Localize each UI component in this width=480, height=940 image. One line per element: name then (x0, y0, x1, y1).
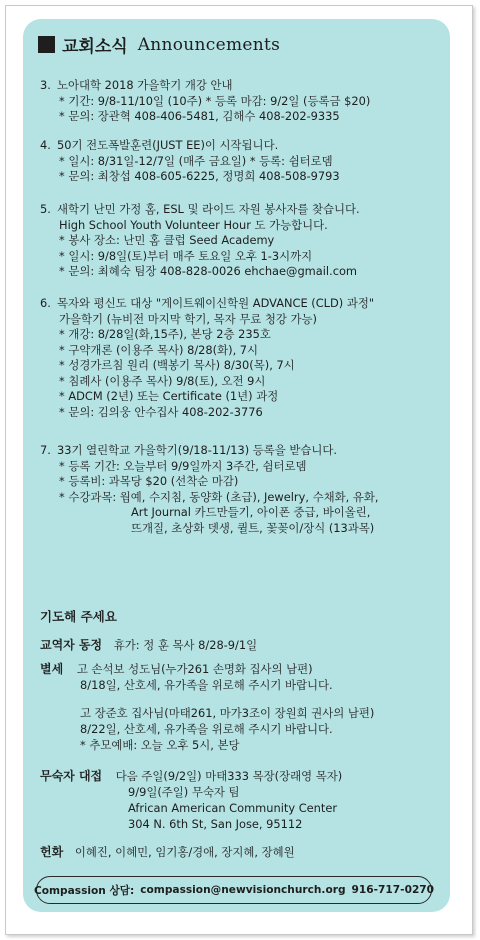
item-number: 5. (40, 202, 51, 216)
announcement-item-5 (40, 202, 440, 280)
item-detail: * 등록비: 과목당 $20 (선착순 마감) (59, 474, 239, 488)
item-heading: 50기 전도폭발훈련(JUST EE)이 시작됩니다. (57, 138, 279, 152)
homeless-meal-block (40, 769, 342, 785)
item-detail: * 구약개론 (이용주 목사) 8/28(화), 7시 (59, 342, 259, 357)
sabbatical-label: 교역자 동정 (40, 638, 103, 652)
homeless-meal-line-4: 304 N. 6th St, San Jose, 95112 (128, 817, 303, 831)
condolence-1-line-2: 8/18일, 산호세, 유가족을 위로해 주시기 바랍니다. (80, 678, 333, 692)
item-detail: * 일시: 8/31일-12/7일 (매주 금요일) * 등록: 쉼터로뎀 (59, 153, 333, 168)
item-number: 6. (40, 296, 51, 310)
item-detail: * 침례사 (이용주 목사) 9/8(토), 오전 9시 (59, 373, 266, 388)
item-detail: * 등록 기간: 오늘부터 9/9일까지 3주간, 쉼터로뎀 (59, 458, 307, 473)
compassion-phone: 916-717-0270 (351, 884, 435, 896)
announcement-item-4 (40, 138, 440, 185)
item-detail: * 일시: 9/8일(토)부터 매주 토요일 오후 1-3시까지 (59, 248, 313, 263)
item-detail: * 기간: 9/8-11/10일 (10주) * 등록 마감: 9/2일 (등록금 $20) (59, 93, 371, 108)
announcement-item-3 (40, 78, 440, 125)
item-detail: * 문의: 김의웅 안수집사 408-202-3776 (59, 404, 263, 419)
compassion-label: Compassion 상담: (33, 884, 135, 897)
square-bullet-icon (38, 36, 55, 53)
item-detail: 가을학기 (뉴비전 마지막 학기, 목자 무료 청강 가능) (59, 311, 317, 326)
item-number: 7. (40, 443, 51, 457)
condolence-2-line-2: 8/22일, 산호세, 유가족을 위로해 주시기 바랍니다. (80, 722, 333, 736)
item-detail: 뜨개질, 초상화 뎃생, 퀼트, 꽃꽂이/장식 (13과목) (131, 520, 375, 535)
title-korean: 교회소식 (62, 37, 128, 57)
condolence-block-1 (40, 662, 313, 678)
item-number: 4. (40, 138, 51, 152)
item-heading: 새학기 난민 가정 홈, ESL 및 라이드 자원 봉사자를 찾습니다. (57, 202, 360, 216)
item-detail: * 문의: 최창섭 408-605-6225, 정명희 408-508-9793 (59, 169, 340, 183)
homeless-meal-line-3: African American Community Center (128, 801, 338, 815)
prayer-heading: 기도해 주세요 (40, 609, 117, 624)
item-detail: * ADCM (2년) 또는 Certificate (1년) 과정 (59, 389, 279, 403)
flowers-row (40, 845, 295, 861)
announcement-item-7 (40, 443, 440, 536)
flowers-label: 헌화 (40, 845, 64, 859)
item-heading: 목자와 평신도 대상 "게이트웨이신학원 ADVANCE (CLD) 과정" (57, 296, 375, 310)
sabbatical-text: 휴가: 정 훈 목사 8/28-9/1일 (113, 638, 258, 652)
item-detail: * 수강과목: 웜예, 수지침, 동양화 (초급), Jewelry, 수채화, 유화, (59, 489, 379, 504)
flowers-text: 이혜진, 이혜민, 임기홍/경애, 장지혜, 장혜원 (74, 845, 295, 859)
condolence-2-line-3: * 추모예배: 오늘 오후 5시, 본당 (80, 738, 240, 752)
item-heading: 33기 열린학교 가을학기(9/18-11/13) 등록을 받습니다. (57, 443, 338, 457)
announcement-item-6 (40, 296, 440, 420)
homeless-meal-line-2: 9/9일(주일) 무숙자 팀 (128, 785, 240, 799)
item-detail: * 성경가르침 원리 (백봉기 목사) 8/30(목), 7시 (59, 358, 295, 372)
item-detail: * 개강: 8/28일(화,15주), 본당 2층 235호 (59, 327, 271, 341)
item-detail: * 문의: 장관혁 408-406-5481, 김해수 408-202-9335 (59, 109, 340, 123)
homeless-meal-label: 무숙자 대접 (40, 769, 103, 783)
item-detail: High School Youth Volunteer Hour 도 가능합니다. (59, 217, 328, 232)
compassion-email-link[interactable]: compassion@newvisionchurch.org (140, 884, 346, 896)
compassion-contact-bar (33, 876, 435, 904)
item-detail: * 문의: 최혜숙 팀장 408-828-0026 ehchae@gmail.com (59, 264, 358, 278)
title-english: Announcements (137, 34, 281, 55)
sabbatical-row (40, 638, 257, 654)
condolence-1-line-1: 고 손석보 성도님(누가261 손명화 집사의 남편) (76, 662, 313, 676)
item-detail: Art Journal 카드만들기, 아이폰 중급, 바이올린, (131, 505, 371, 519)
item-number: 3. (40, 78, 51, 92)
condolence-label: 별세 (40, 662, 64, 676)
section-title (38, 32, 280, 57)
item-heading: 노아대학 2018 가을학기 개강 안내 (57, 78, 233, 92)
item-detail: * 봉사 장소: 난민 홈 클럽 Seed Academy (59, 233, 275, 247)
homeless-meal-line-1: 다음 주일(9/2일) 마태333 목장(장래영 목자) (115, 769, 343, 783)
condolence-2-line-1: 고 장준호 집사님(마태261, 마가3조이 장원희 권사의 남편) (80, 706, 375, 720)
